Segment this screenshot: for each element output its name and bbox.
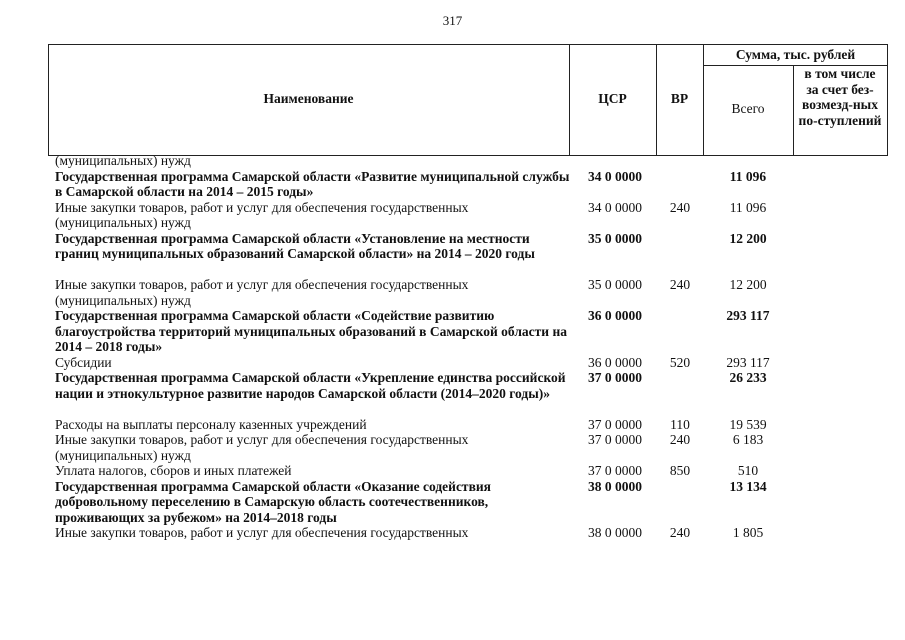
row-name: Государственная программа Самарской области «Оказание содействия добровольному переселению в Самарскую область соотечественников, проживающих за рубежом» на 2014–2018 годы	[55, 478, 491, 525]
row-csr: 37 0 0000	[588, 416, 642, 432]
row-vr: 240	[669, 199, 691, 215]
row-name: Иные закупки товаров, работ и услуг для обеспечения государственных	[55, 525, 469, 540]
row-csr: 36 0 0000	[588, 308, 642, 323]
row-total: 19 539	[729, 416, 767, 432]
table-header	[48, 44, 888, 156]
row-name: Государственная программа Самарской области «Развитие муниципальной службы в Самарской области на 2014 – 2015 годы»	[55, 168, 570, 199]
header-csr: ЦСР	[598, 91, 627, 106]
table-row	[0, 308, 905, 355]
table-row	[0, 417, 905, 433]
row-name: Государственная программа Самарской области «Содействие развитию благоустройства территорий муниципальных образований в Самарской области на 2014 – 2018 годы»	[55, 308, 567, 354]
row-total: 1 805	[732, 525, 764, 540]
row-vr: 240	[669, 525, 691, 540]
row-total: 293 117	[726, 308, 770, 323]
row-csr: 37 0 0000	[588, 432, 642, 447]
row-total: 11 096	[729, 168, 767, 184]
row-csr: 34 0 0000	[588, 199, 642, 215]
row-name: Иные закупки товаров, работ и услуг для обеспечения государственных (муниципальных) нужд	[55, 432, 469, 463]
row-csr: 35 0 0000	[588, 230, 642, 246]
row-csr: 38 0 0000	[588, 525, 642, 540]
row-vr: 240	[669, 432, 691, 447]
table-row	[0, 169, 905, 200]
table-row	[0, 355, 905, 371]
table-row	[0, 153, 905, 169]
row-csr: 37 0 0000	[588, 370, 642, 385]
row-name: (муниципальных) нужд	[55, 153, 191, 168]
table-body	[0, 153, 905, 541]
header-including: в том числе за счет без-возмезд-ных по-ступлений	[798, 66, 882, 128]
table-row	[0, 432, 905, 463]
row-vr: 110	[670, 416, 690, 432]
row-total: 11 096	[729, 199, 767, 215]
table-row	[0, 200, 905, 231]
header-sum-group: Сумма, тыс. рублей	[735, 47, 856, 62]
row-name: Расходы на выплаты персоналу казенных учреждений	[55, 416, 367, 432]
header-vr: ВР	[670, 91, 689, 106]
row-name: Иные закупки товаров, работ и услуг для обеспечения государственных (муниципальных) нужд	[55, 199, 469, 230]
table-row	[0, 525, 905, 541]
row-name: Уплата налогов, сборов и иных платежей	[55, 463, 292, 478]
row-total: 510	[737, 463, 759, 478]
table-row	[0, 479, 905, 526]
page-number: 317	[442, 13, 463, 28]
row-total: 6 183	[732, 432, 764, 447]
row-total: 293 117	[726, 354, 770, 370]
table-row	[0, 277, 905, 308]
row-csr: 36 0 0000	[588, 354, 642, 370]
row-vr: 850	[669, 463, 691, 478]
row-total: 26 233	[729, 370, 767, 385]
table-row	[0, 463, 905, 479]
row-csr: 34 0 0000	[588, 168, 642, 184]
row-csr: 37 0 0000	[588, 463, 642, 478]
row-vr: 240	[669, 277, 691, 292]
row-name: Государственная программа Самарской области «Укрепление единства российской нации и этнокультурное развитие народов Самарской области (2014–2020 годы)»	[55, 370, 566, 401]
header-name: Наименование	[263, 91, 354, 106]
row-name: Государственная программа Самарской области «Установление на местности границ муниципальных образований Самарской области» на 2014 – 2020 годы	[55, 230, 535, 261]
row-total: 13 134	[729, 478, 767, 494]
row-name: Иные закупки товаров, работ и услуг для обеспечения государственных (муниципальных) нужд	[55, 277, 469, 308]
row-vr: 520	[669, 354, 691, 370]
row-csr: 35 0 0000	[588, 277, 642, 292]
row-total: 12 200	[729, 230, 767, 246]
table-row	[0, 231, 905, 278]
table-row	[0, 370, 905, 417]
row-total: 12 200	[729, 277, 767, 292]
row-csr: 38 0 0000	[588, 478, 642, 494]
header-total: Всего	[731, 101, 765, 116]
row-name: Субсидии	[55, 354, 112, 370]
